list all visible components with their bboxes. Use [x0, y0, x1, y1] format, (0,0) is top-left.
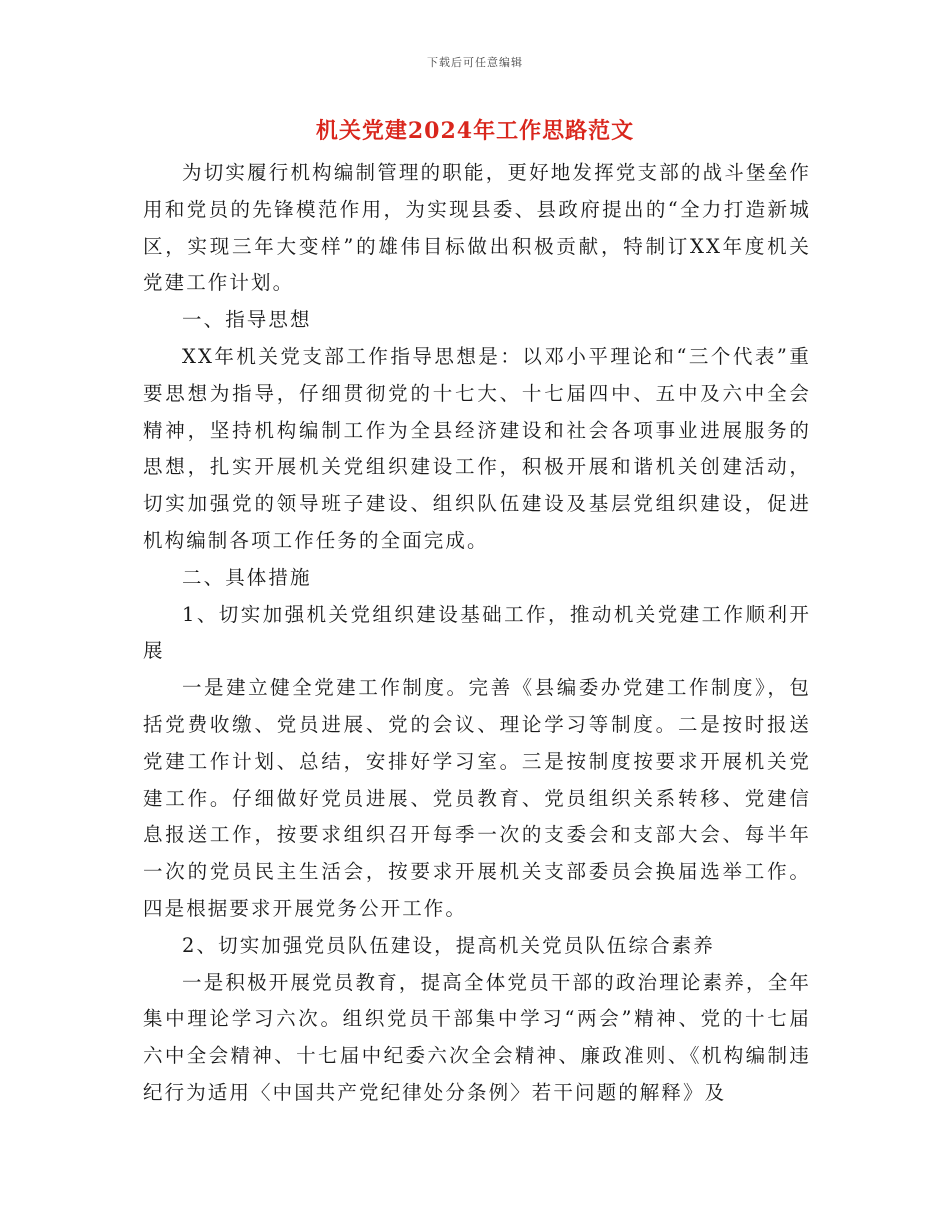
section-heading-measures: 二、具体措施	[182, 565, 312, 589]
paragraph-measure-1: 一是建立健全党建工作制度。完善《县编委办党建工作制度》，包括党费收缴、党员进展、党的会议、理论学习等制度。二是按时报送党建工作计划、总结，安排好学习室。三是按制度按要求开展机关党建工作。仔细做好党员进展、党员教育、党员组织关系转移、党建信息报送工作，按要求组织召开每季一次的支委会和支部大会、每半年一次的党员民主生活会，按要求开展机关支部委员会换届选举工作。四是根据要求开展党务公开工作。	[143, 676, 811, 920]
header-note: 下载后可任意编辑	[427, 56, 523, 69]
paragraph-measure-2: 一是积极开展党员教育，提高全体党员干部的政治理论素养，全年集中理论学习六次。组织党员干部集中学习“两会”精神、党的十七届六中全会精神、十七届中纪委六次全会精神、廉政准则、《机构编制违纪行为适用〈中国共产党纪律处分条例〉若干问题的解释》及	[143, 970, 811, 1104]
paragraph-intro: 为切实履行机构编制管理的职能，更好地发挥党支部的战斗堡垒作用和党员的先锋模范作用，为实现县委、县政府提出的“全力打造新城区，实现三年大变样”的雄伟目标做出积极贡献，特制订XX年度机关党建工作计划。	[143, 161, 811, 295]
paragraph-guiding-thought: XX年机关党支部工作指导思想是：以邓小平理论和“三个代表”重要思想为指导，仔细贯彻党的十七大、十七届四中、五中及六中全会精神，坚持机构编制工作为全县经济建设和社会各项事业进展服务的思想，扎实开展机关党组织建设工作，积极开展和谐机关创建活动，切实加强党的领导班子建设、组织队伍建设及基层党组织建设，促进机构编制各项工作任务的全面完成。	[143, 344, 811, 552]
document-title: 机关党建2024年工作思路范文	[315, 118, 635, 144]
section-heading-guiding-thought: 一、指导思想	[182, 308, 312, 332]
subheading-measure-2: 2、切实加强党员队伍建设，提高机关党员队伍综合素养	[182, 933, 715, 957]
document-body	[143, 155, 811, 1112]
subheading-measure-1: 1、切实加强机关党组织建设基础工作，推动机关党建工作顺利开展	[143, 602, 811, 663]
